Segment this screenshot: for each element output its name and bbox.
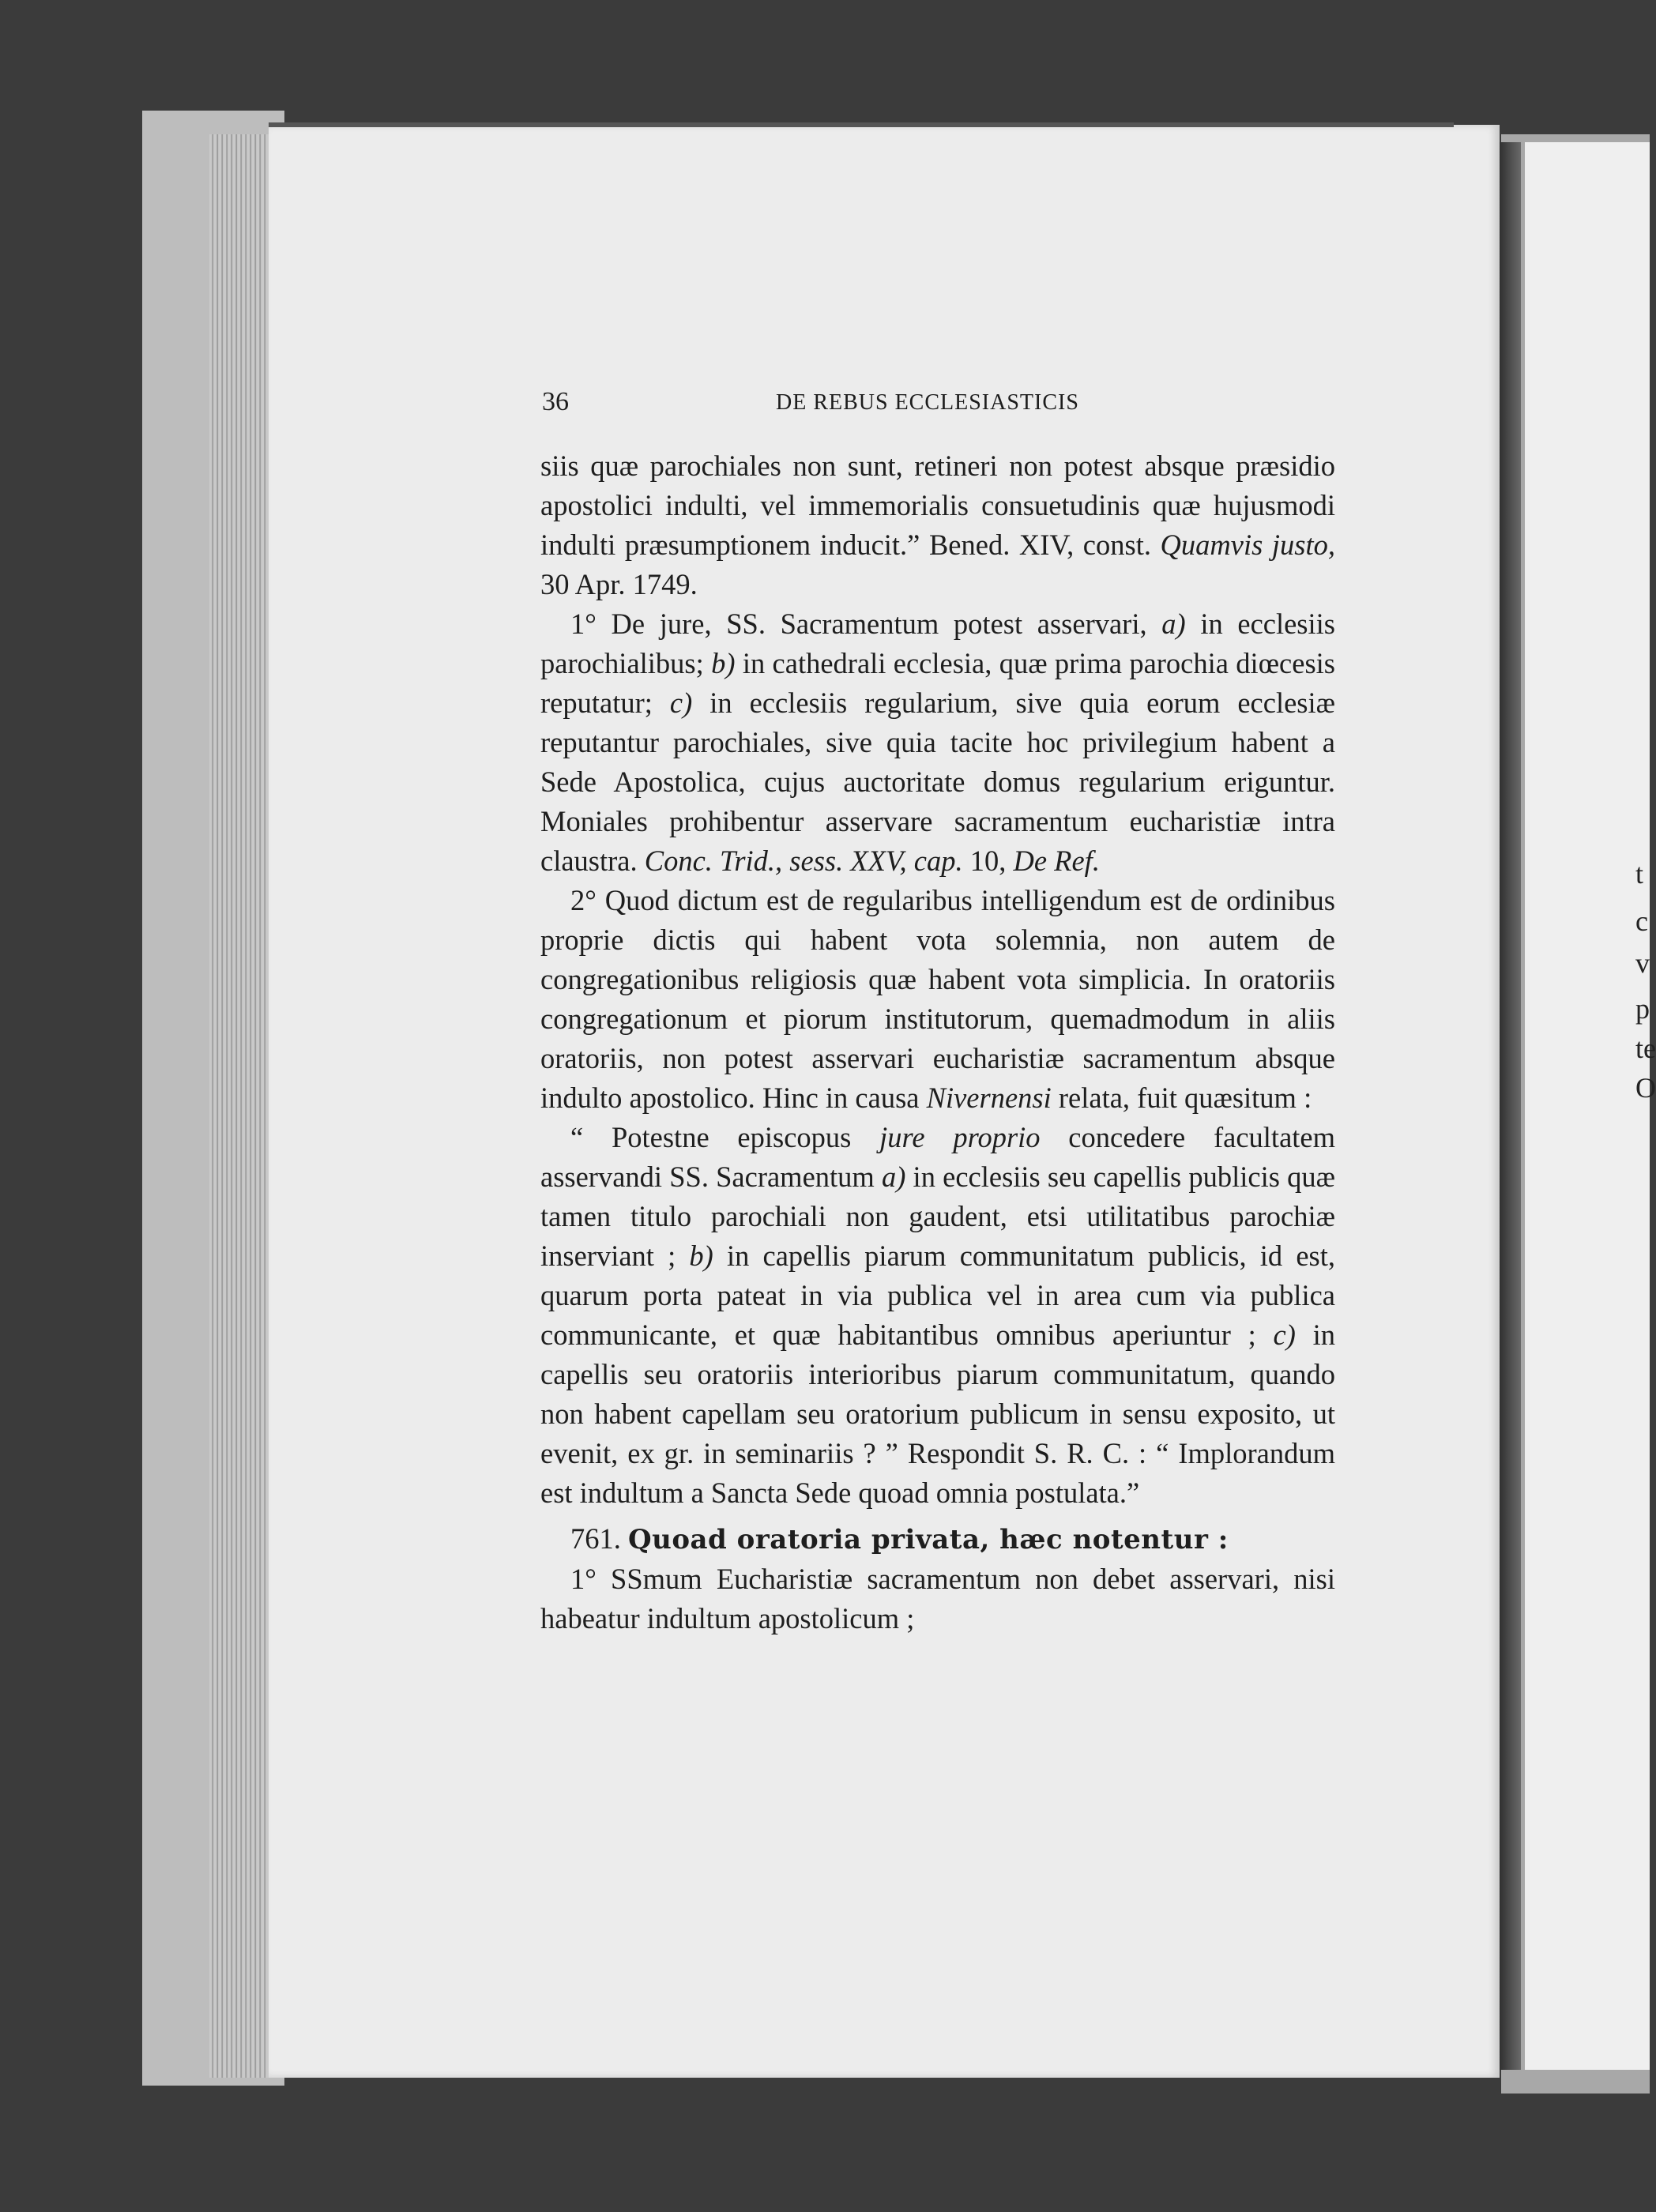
text-run: in capellis seu oratoriis interioribus piarum communitatum, quando non habent capellam seu oratorium publicum in sensu exposito, ut evenit, ex gr. in seminariis ? ” Respondit S. R. C. : “ Implorandum est indultum a Sancta Sede quoad omnia postulata.” bbox=[540, 1319, 1335, 1509]
paragraph-3 bbox=[540, 1559, 1335, 1638]
citation-italic: Nivernensi bbox=[926, 1082, 1052, 1114]
page-number: 36 bbox=[542, 387, 569, 416]
facing-page-fragment: v bbox=[1635, 947, 1650, 979]
text-run: 2° Quod dictum est de regularibus intelligendum est de ordinibus proprie dictis qui habent vota solemnia, non autem de congregationibus religiosis quæ habent vota simplicia. In oratoriis congregationum et piorum institutorum, quemadmodum in aliis oratoriis, non potest asservari eucharistiæ sacramentum absque indulto apostolico. Hinc in causa bbox=[540, 884, 1335, 1114]
citation-italic: De Ref. bbox=[1013, 845, 1100, 877]
text-run: siis quæ parochiales non sunt, retineri non potest absque præsidio apostolici indulti, vel immemorialis consuetudinis quæ hujusmodi indulti præsumptionem inducit.” Bened. XIV, const. bbox=[540, 450, 1335, 561]
running-head: DE REBUS ECCLESIASTICIS bbox=[776, 390, 1079, 415]
text-run: 1° De jure, SS. Sacramentum potest asservari, bbox=[570, 608, 1162, 640]
text-run: 30 Apr. 1749. bbox=[540, 568, 698, 600]
text-run: in capellis piarum communitatum publicis, id est, quarum porta pateat in via publica vel in area cum via publica communicante, et quæ habitantibus omnibus aperiuntur ; bbox=[540, 1240, 1335, 1351]
enum-italic: c) bbox=[1273, 1319, 1296, 1351]
text-run: in ecclesiis seu capellis publicis quæ tamen titulo parochiali non gaudent, etsi utilitatibus parochiæ inserviant ; bbox=[540, 1161, 1335, 1272]
text-run: “ Potestne episcopus bbox=[570, 1121, 880, 1153]
enum-italic: b) bbox=[689, 1240, 713, 1272]
page-body bbox=[540, 446, 1335, 1638]
section-title: Quoad oratoria privata, hæc notentur : bbox=[628, 1524, 1229, 1556]
enum-italic: a) bbox=[1161, 608, 1186, 640]
facing-page-fragment: p bbox=[1635, 993, 1650, 1025]
facing-page-fragment: te bbox=[1635, 1033, 1656, 1064]
enum-italic: b) bbox=[711, 647, 736, 679]
facing-page-fragment: c bbox=[1635, 905, 1648, 937]
section-number: 761. bbox=[570, 1522, 621, 1555]
page-top-edge bbox=[269, 122, 1454, 127]
citation-italic: Quamvis justo, bbox=[1160, 529, 1335, 561]
gutter-shadow bbox=[1497, 142, 1521, 2070]
section-heading bbox=[540, 1519, 1335, 1559]
paragraph-1 bbox=[540, 604, 1335, 881]
quoted-question bbox=[540, 1118, 1335, 1513]
paragraph-continuation bbox=[540, 446, 1335, 604]
text-run: 10, bbox=[962, 845, 1014, 877]
facing-page-fragment: O bbox=[1635, 1072, 1656, 1104]
enum-italic: a) bbox=[881, 1161, 906, 1193]
phrase-italic: jure proprio bbox=[879, 1121, 1041, 1153]
text-run: concedere facultatem asservandi SS. Sacramentum bbox=[540, 1121, 1335, 1193]
enum-italic: c) bbox=[669, 687, 693, 719]
paragraph-2 bbox=[540, 881, 1335, 1118]
citation-italic: Conc. Trid., sess. XXV, cap. bbox=[644, 845, 963, 877]
text-run: in cathedrali ecclesia, quæ prima parochia diœcesis reputatur; bbox=[540, 647, 1335, 719]
text-run: in ecclesiis regularium, sive quia eorum ecclesiæ reputantur parochiales, sive quia tacite hoc privilegium habent a Sede Apostolica, cujus auctoritate domus regularium eriguntur. Moniales prohibentur asservare sacramentum eucharistiæ intra claustra. bbox=[540, 687, 1335, 877]
page-header bbox=[542, 387, 1337, 419]
facing-page bbox=[1525, 142, 1650, 2070]
text-run: in ecclesiis parochialibus; bbox=[540, 608, 1335, 679]
text-run: relata, fuit quæsitum : bbox=[1051, 1082, 1312, 1114]
text-run: 1° SSmum Eucharistiæ sacramentum non debet asservari, nisi habeatur indultum apostolicum ; bbox=[540, 1563, 1335, 1635]
facing-page-fragment: t bbox=[1635, 858, 1644, 890]
